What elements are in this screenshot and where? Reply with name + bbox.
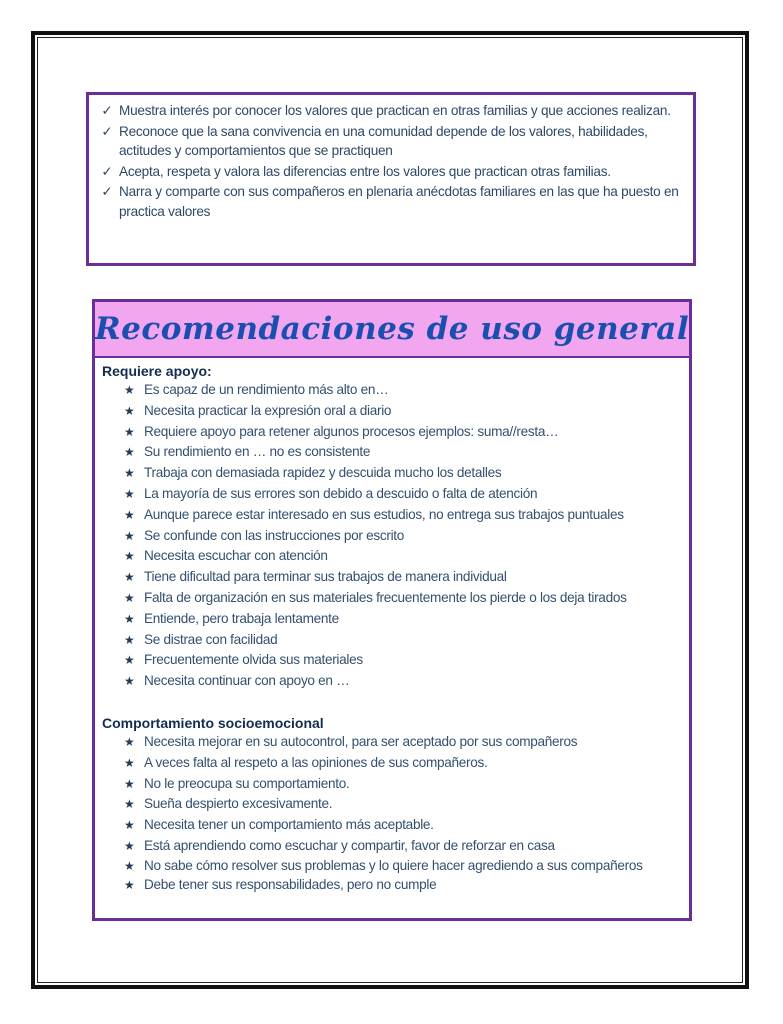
list-item — [124, 857, 689, 876]
list-item-text: Trabaja con demasiada rapidez y descuida mucho los detalles — [144, 465, 502, 481]
check-mark-icon: ✓ — [101, 163, 113, 179]
star-icon: ★ — [124, 797, 135, 812]
list-item — [124, 671, 689, 692]
list-item-text: Aunque parece estar interesado en sus estudios, no entrega sus trabajos puntuales — [144, 506, 624, 522]
star-icon: ★ — [124, 445, 135, 460]
list-item-text: Entiende, pero trabaja lentamente — [144, 610, 339, 626]
recommendations-content — [95, 358, 689, 896]
list-item-text: Debe tener sus responsabilidades, pero no cumple — [144, 877, 437, 893]
star-icon: ★ — [124, 674, 135, 689]
list-item-text: No le preocupa su comportamiento. — [144, 775, 350, 791]
list-item-text: Necesita mejorar en su autocontrol, para ser aceptado por sus compañeros — [144, 733, 578, 749]
list-item — [124, 442, 689, 463]
star-icon: ★ — [124, 383, 135, 397]
check-mark-icon: ✓ — [101, 123, 113, 139]
star-icon: ★ — [124, 838, 135, 853]
list-item — [124, 526, 689, 547]
star-icon: ★ — [124, 466, 135, 481]
star-icon: ★ — [124, 590, 135, 605]
list-item — [124, 463, 689, 484]
achievements-list — [95, 101, 685, 221]
star-icon: ★ — [124, 653, 135, 668]
list-item-text: Se distrae con facilidad — [144, 631, 278, 647]
list-item-text: Sueña despierto excesivamente. — [144, 796, 333, 812]
list-item — [95, 122, 685, 161]
list-item — [124, 380, 689, 401]
list-item — [124, 588, 689, 609]
star-icon: ★ — [124, 507, 135, 522]
star-icon: ★ — [124, 611, 135, 626]
star-icon: ★ — [124, 486, 135, 501]
list-item-text: La mayoría de sus errores son debido a descuido o falta de atención — [144, 485, 538, 501]
list-item — [124, 484, 689, 505]
list-item-text: Muestra interés por conocer los valores que practican en otras familias y que acciones realizan. — [119, 103, 671, 118]
list-item — [124, 650, 689, 671]
list-item — [124, 401, 689, 422]
list-item — [95, 182, 685, 221]
list-item-text: Está aprendiendo como escuchar y compartir, favor de reforzar en casa — [144, 837, 555, 853]
recommendations-banner — [95, 302, 689, 358]
star-icon: ★ — [124, 570, 135, 585]
list-item — [124, 505, 689, 526]
list-item-text: A veces falta al respeto a las opiniones de sus compañeros. — [144, 754, 488, 770]
list-item — [95, 162, 685, 182]
star-icon: ★ — [124, 424, 135, 439]
star-icon: ★ — [124, 528, 135, 543]
star-icon: ★ — [124, 403, 135, 418]
list-item-text: Necesita escuchar con atención — [144, 548, 328, 564]
section-heading-socioemotional: Comportamiento socioemocional — [102, 714, 324, 731]
list-item — [124, 815, 689, 836]
recommendations-box — [92, 299, 692, 921]
check-mark-icon: ✓ — [101, 103, 113, 118]
list-item — [95, 101, 685, 121]
star-icon: ★ — [124, 549, 135, 564]
achievements-box — [86, 92, 696, 266]
star-icon: ★ — [124, 755, 135, 770]
star-icon: ★ — [124, 632, 135, 647]
list-item — [124, 875, 689, 896]
list-item-text: Narra y comparte con sus compañeros en plenaria anécdotas familiares en las que ha puesto en practica valores — [119, 184, 679, 219]
star-icon: ★ — [124, 818, 135, 833]
star-icon: ★ — [124, 858, 135, 873]
star-icon: ★ — [124, 734, 135, 749]
list-item-text: Se confunde con las instrucciones por escrito — [144, 527, 405, 543]
list-item-text: No sabe cómo resolver sus problemas y lo quiere hacer agrediendo a sus compañeros — [144, 857, 643, 873]
list-item-text: Acepta, respeta y valora las diferencias entre los valores que practican otras familias. — [119, 163, 611, 179]
section-heading-support: Requiere apoyo: — [102, 363, 212, 379]
check-mark-icon: ✓ — [101, 184, 113, 199]
list-item — [124, 794, 689, 815]
list-item-text: Tiene dificultad para terminar sus trabajos de manera individual — [144, 569, 507, 585]
list-item — [124, 630, 689, 651]
list-item-text: Es capaz de un rendimiento más alto en… — [144, 382, 389, 397]
list-item-text: Su rendimiento en … no es consistente — [144, 444, 371, 460]
support-list — [102, 380, 689, 692]
list-item-text: Reconoce que la sana convivencia en una comunidad depende de los valores, habilidades, actitudes y comportamientos que se practiquen — [119, 123, 648, 158]
list-item — [124, 753, 689, 774]
list-item-text: Necesita tener un comportamiento más aceptable. — [144, 817, 434, 833]
section-spacer — [102, 692, 689, 714]
list-item — [124, 732, 689, 753]
list-item — [124, 836, 689, 857]
list-item-text: Requiere apoyo para retener algunos procesos ejemplos: suma//resta… — [144, 423, 559, 439]
star-icon: ★ — [124, 878, 135, 893]
list-item — [124, 774, 689, 795]
list-item — [124, 422, 689, 443]
list-item — [124, 567, 689, 588]
list-item — [124, 609, 689, 630]
list-item-text: Frecuentemente olvida sus materiales — [144, 652, 363, 668]
list-item-text: Necesita continuar con apoyo en … — [144, 673, 350, 689]
list-item-text: Necesita practicar la expresión oral a diario — [144, 402, 392, 418]
recommendations-title: Recomendaciones de uso general — [94, 311, 690, 347]
list-item — [124, 546, 689, 567]
star-icon: ★ — [124, 776, 135, 791]
list-item-text: Falta de organización en sus materiales frecuentemente los pierde o los deja tirados — [144, 589, 627, 605]
socioemotional-list — [102, 732, 689, 896]
